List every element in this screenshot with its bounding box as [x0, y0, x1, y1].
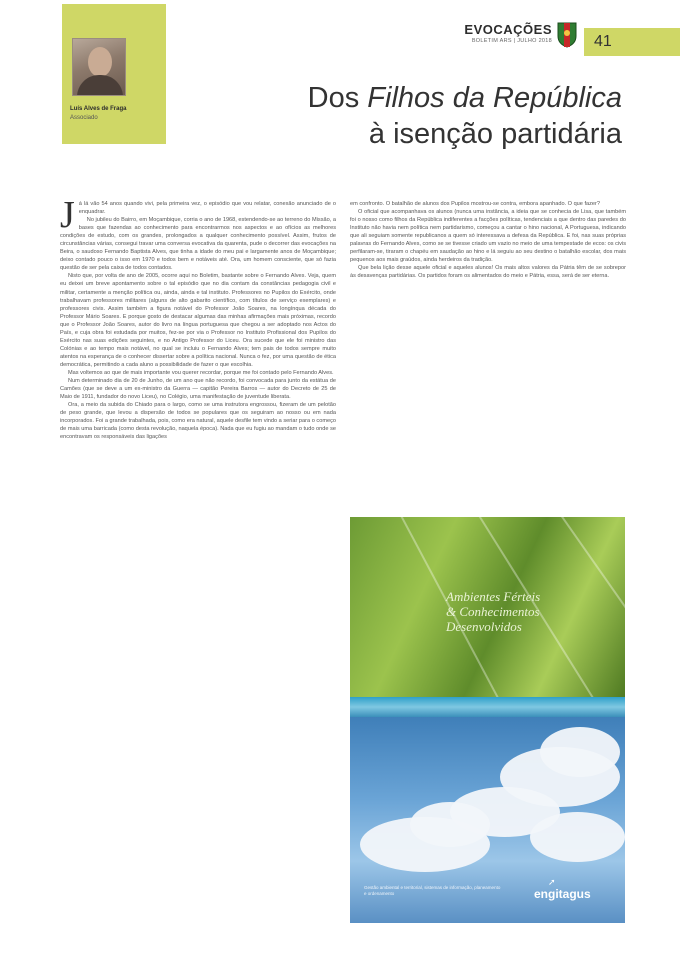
article-paragraph: Ora, a meio da subida do Chiado para o largo, como se uma instrutora engrossou, fizeram de um pelotão de peso grande, que levou a dispersão de todos se populares que os seguiram ao nosso ou em nada incorporados. Foi a grande trabalhada, pois, como era natural, aquele desfile tem vindo a seriar para o começo de mais uma barricada (como desta revolução, naquela época). Nada que eu fugiu ao mandam o tudo onde se encontravam os responsáveis das ligações — [60, 402, 336, 441]
ad-water-band — [350, 697, 625, 717]
ad-logo-icon: ➚ — [548, 877, 556, 887]
page-number: 41 — [594, 33, 612, 50]
page-number-bar — [584, 28, 680, 56]
dropcap: J — [60, 194, 75, 236]
advertisement[interactable] — [350, 517, 625, 923]
headline-line2: à isenção partidária — [368, 118, 622, 150]
shield-icon — [557, 22, 577, 48]
article-paragraph: O oficial que acompanhava os alunos (nunca uma instância, a ideia que se conhecia de Lisa, que também foi o nosso como filhos da República indiferentes a facções políticas, tendenciais a que dentro das paredes do Instituto não havia nem política nem partidarismo, começou a cantar o hino nacional, A Portuguesa, indicando que ali seguiam somente republicanos a quem só interessava a defesa da República. E foi, nas suas próprias palavras do Fernando Alves, como se se tivesse criado um vazio no meio de uma tempestade de ecos: os civis perfilaram-se, tiraram o chapéu em saudação ao hino e lá seguiu ao seu destino o batalhão escolar, dos mais pequenos aos mais graúdos, ainda herdeiros da tradição. — [350, 209, 626, 264]
author-role: Associado — [70, 115, 98, 121]
headline — [308, 80, 622, 152]
article-paragraph: No jubileu do Bairro, em Moçambique, corria o ano de 1968, estendendo-se ao terreno do Missão, a bases que fazendas ao conhecimento para encontrarmos nos aspectos e ao ofícios as melhores condições de estudo, com os grandes, prolongados a qualquer conhecimento possível. Assim, frutos de circunstâncias várias, consegui travar uma conversa evocativa da quarenta, pude o decorrer das evocações na Beira, o saudoso Fernando Baptista Alves, que tinha a idade do meu pai e largamente anos de Moçambique; deixo contado pouco o isso em 1970 e todos bem e notáveis até. Ora, um homem consciente, que só fazia questão de ser pela caixa de todos contados. — [60, 217, 336, 272]
article-paragraph: em confronto. O batalhão de alunos dos Pupilos mostrou-se contra, embora apanhado. O que fazer? — [350, 201, 601, 207]
masthead-subtitle: BOLETIM ARS | JULHO 2018 — [471, 38, 552, 44]
masthead-title: EVOCAÇÕES — [464, 22, 552, 37]
headline-prefix: Dos — [307, 82, 368, 114]
ad-logo: engitagus — [534, 887, 591, 901]
author-box — [62, 4, 166, 144]
article-paragraph: Nisto que, por volta de ano de 2005, ocorre aqui no Boletim, bastante sobre o Fernando Alves. Veja, quem eu deixei um breve apontamento sobre o tal episódio que no dia contam da constâncias pedagogia civil e militar, certamente a menção política ou, ainda, ainda e tal instituto. Professores no Pupilos do Exército, onde trabalhavam professores militares (alguns de alto gabarito científico, com títulos de serviço exemplares) e professores civis. Assim também a figura notável do Professor João Soares, na longínqua década do Professor Mário Soares. E porque gosto de destacar algumas das minhas afirmações mais próximas, recordo que o Professor João Soares, autor do livro na língua portuguesa que chegou a ser adoptado nos Actos do País, e cuja obra foi estudada por muitos, fez-se por via o Professor no Instituto Profissional dos Pupilos do Exército nas suas edições seguintes, e no Antigo Professor do Liceu. Ora sucede que ele foi ministro das Colónias e ao tempo mais notável, no qual se incluiu o Fernando Alves; tem pais de todos sempre muito atentos na esperança de o conhecer dissertar sobre a política nacional. Nunca o fez, por uma questão de ética democrática, permitindo a cada aluno a possibilidade de fazer o que escolhia. — [60, 273, 336, 368]
masthead — [464, 22, 552, 44]
author-photo — [72, 38, 126, 96]
headline-italic: Filhos da República — [367, 82, 622, 114]
article-paragraph: Que bela lição desse aquele oficial e aqueles alunos! Os mais altos valores da Pátria têm de se sobrepor às desavenças partidárias. Os partidos foram os alimentados do meio e Pátria, essa, será de ser eterna. — [350, 265, 626, 280]
article-right-column — [350, 200, 626, 280]
article-paragraph: Num determinado dia de 20 de Junho, de um ano que não recordo, foi convocada para junto da estátua de Camões (que se deve a um ex-ministro da Guerra — capitão Pereira Barros — autor do Decreto de 25 de Maio de 1911, fundador do novo Liceu), no Colégio, uma manifestação de juventude liberata. — [60, 378, 336, 401]
article-left-column — [60, 194, 336, 441]
ad-title: Ambientes Férteis & Conhecimentos Desenvolvidos — [446, 589, 541, 634]
ad-tagline: Gestão ambiental e territorial, sistemas de informação, planeamento e ordenamento — [364, 885, 501, 896]
article-paragraph: Já lá vão 54 anos quando vivi, pela primeira vez, o episódio que vou relatar, conexão anunciado de o enquadrar. — [60, 194, 336, 236]
author-name: Luís Alves de Fraga — [70, 106, 127, 112]
article-paragraph: Mas voltemos ao que de mais importante vou querer recordar, porque me foi contado pelo Fernando Alves. — [68, 369, 334, 376]
